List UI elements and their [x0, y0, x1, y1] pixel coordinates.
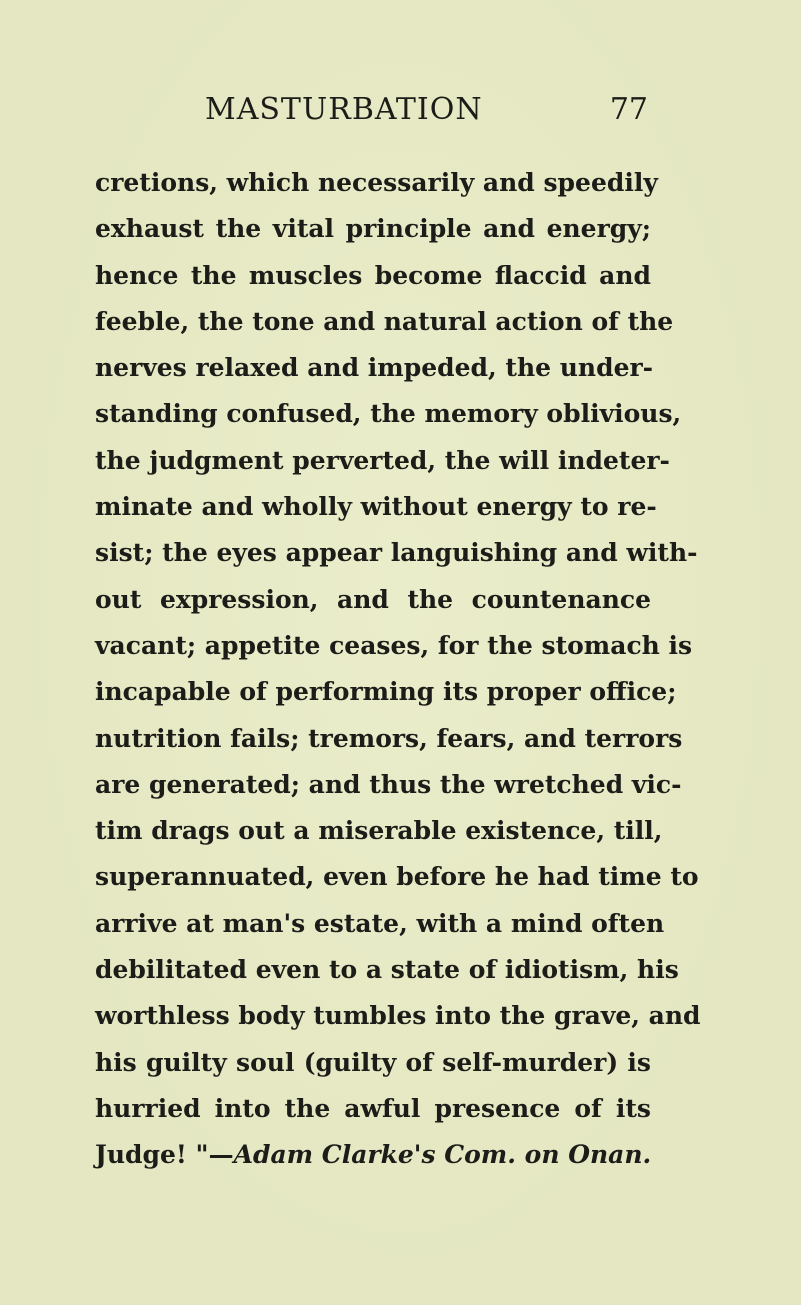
text-line: hence the muscles become flaccid and [95, 260, 651, 290]
body-text [95, 160, 701, 1179]
text-line: vacant; appetite ceases, for the stomach is [95, 630, 693, 660]
text-line: exhaust the vital principle and energy; [95, 214, 651, 244]
text-line: worthless body tumbles into the grave, and [95, 1001, 701, 1031]
text-line: tim drags out a miserable existence, till, [95, 816, 663, 846]
text-line: nutrition fails; tremors, fears, and terrors [95, 723, 683, 753]
text-line: the judgment perverted, the will indeter- [95, 445, 670, 475]
page-number: 77 [609, 92, 648, 127]
citation: Adam Clarke's Com. on Onan. [233, 1140, 652, 1170]
closing-text: Judge! "— [95, 1140, 234, 1170]
text-line: minate and wholly without energy to re- [95, 492, 657, 522]
text-line: superannuated, even before he had time to [95, 862, 699, 892]
closing-line [95, 1132, 651, 1178]
text-line: his guilty soul (guilty of self-murder) is [95, 1047, 651, 1077]
text-line: hurried into the awful presence of its [95, 1093, 651, 1123]
text-line: debilitated even to a state of idiotism, his [95, 955, 679, 985]
text-line: out expression, and the countenance [95, 584, 651, 614]
chapter-title: MASTURBATION [205, 92, 483, 127]
text-line: sist; the eyes appear languishing and with- [95, 538, 698, 568]
text-line: arrive at man's estate, with a mind often [95, 908, 665, 938]
text-line: feeble, the tone and natural action of the [95, 306, 674, 336]
text-line: cretions, which necessarily and speedily [95, 168, 658, 197]
text-line: nerves relaxed and impeded, the under- [95, 353, 654, 383]
text-line: standing confused, the memory oblivious, [95, 399, 682, 429]
text-line: are generated; and thus the wretched vic- [95, 769, 682, 799]
running-head [205, 90, 648, 130]
text-line: incapable of performing its proper office; [95, 677, 677, 707]
